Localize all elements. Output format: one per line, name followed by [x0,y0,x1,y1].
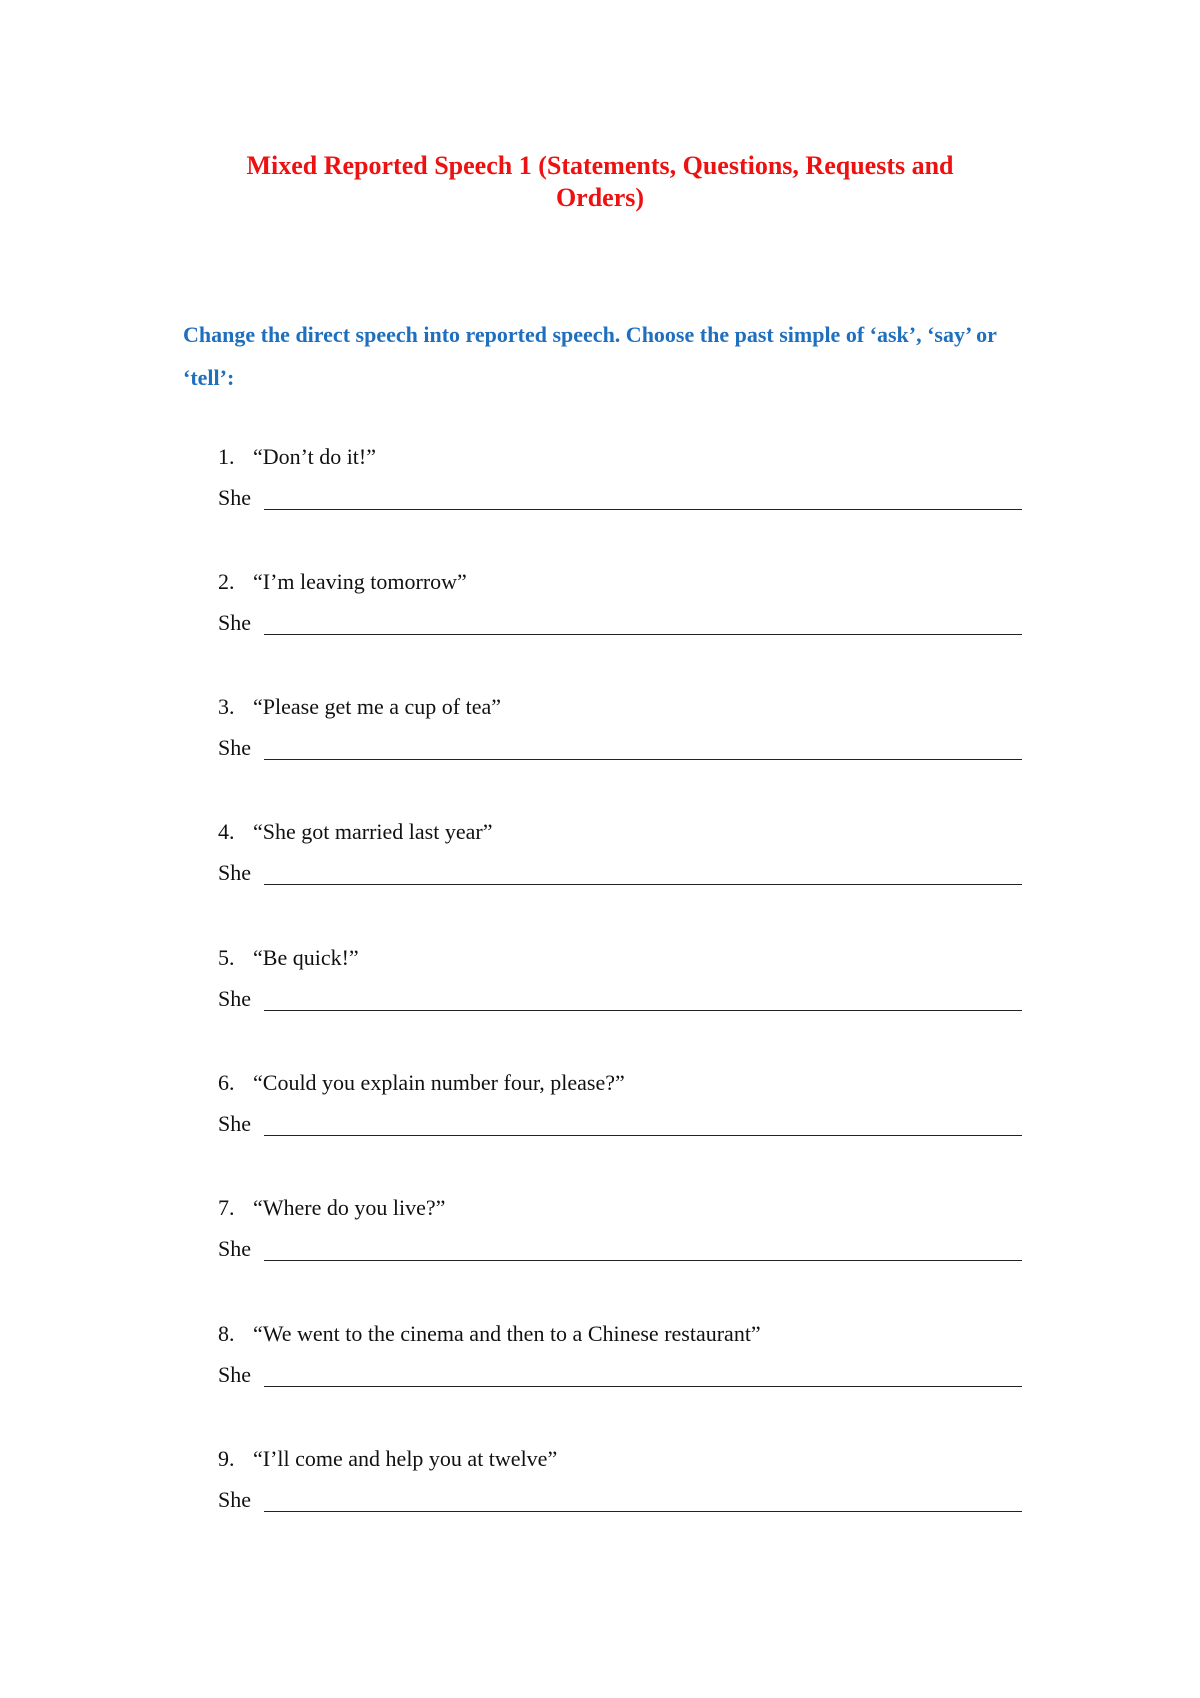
answer-row [218,609,1022,637]
exercise-number: 3. [218,694,235,719]
answer-subject: She [218,610,251,635]
answer-field-4[interactable] [264,859,1022,885]
exercise-number: 2. [218,569,235,594]
worksheet-instructions: Change the direct speech into reported speech. Choose the past simple of ‘ask’, ‘say’ or ‘tell’: [183,322,997,390]
exercise-number: 5. [218,945,235,970]
answer-subject: She [218,860,251,885]
worksheet-title: Mixed Reported Speech 1 (Statements, Questions, Requests and Orders) [246,151,954,212]
answer-subject: She [218,986,251,1011]
answer-row [218,1235,1022,1263]
exercise-number: 4. [218,819,235,844]
answer-row [218,734,1022,762]
exercise-item-2 [0,568,1200,658]
exercise-number: 1. [218,444,235,469]
answer-field-6[interactable] [264,1110,1022,1136]
answer-field-3[interactable] [264,734,1022,760]
exercise-prompt-row [218,1445,557,1473]
answer-field-7[interactable] [264,1235,1022,1261]
exercise-prompt-row [218,1194,445,1222]
exercise-prompt: “I’m leaving tomorrow” [253,569,467,594]
exercise-item-5 [0,944,1200,1034]
answer-subject: She [218,1236,251,1261]
answer-row [218,1486,1022,1514]
exercise-prompt: “I’ll come and help you at twelve” [253,1446,558,1471]
answer-subject: She [218,1362,251,1387]
answer-field-9[interactable] [264,1486,1022,1512]
exercise-prompt-row [218,1069,625,1097]
exercise-prompt-row [218,944,359,972]
answer-row [218,859,1022,887]
exercise-item-1 [0,443,1200,533]
exercise-prompt: “Please get me a cup of tea” [253,694,501,719]
answer-row [218,1361,1022,1389]
exercise-prompt: “She got married last year” [253,819,493,844]
exercise-prompt: “Could you explain number four, please?” [253,1070,625,1095]
exercise-number: 9. [218,1446,235,1471]
exercise-prompt-row [218,568,467,596]
answer-row [218,484,1022,512]
answer-subject: She [218,735,251,760]
exercise-item-7 [0,1194,1200,1284]
answer-subject: She [218,1111,251,1136]
answer-field-8[interactable] [264,1361,1022,1387]
answer-subject: She [218,485,251,510]
exercise-item-9 [0,1445,1200,1535]
exercise-prompt-row [218,693,501,721]
exercise-item-3 [0,693,1200,783]
exercise-prompt: “Be quick!” [253,945,359,970]
answer-field-2[interactable] [264,609,1022,635]
exercise-item-8 [0,1320,1200,1410]
answer-field-1[interactable] [264,484,1022,510]
answer-row [218,1110,1022,1138]
exercise-number: 8. [218,1321,235,1346]
exercise-prompt-row [218,1320,761,1348]
exercise-number: 7. [218,1195,235,1220]
answer-row [218,985,1022,1013]
exercise-prompt: “Don’t do it!” [253,444,377,469]
exercise-item-4 [0,818,1200,908]
exercise-prompt: “Where do you live?” [253,1195,446,1220]
exercise-prompt-row [218,818,492,846]
exercise-prompt: “We went to the cinema and then to a Chinese restaurant” [253,1321,761,1346]
exercise-number: 6. [218,1070,235,1095]
answer-subject: She [218,1487,251,1512]
exercise-item-6 [0,1069,1200,1159]
exercise-prompt-row [218,443,376,471]
answer-field-5[interactable] [264,985,1022,1011]
